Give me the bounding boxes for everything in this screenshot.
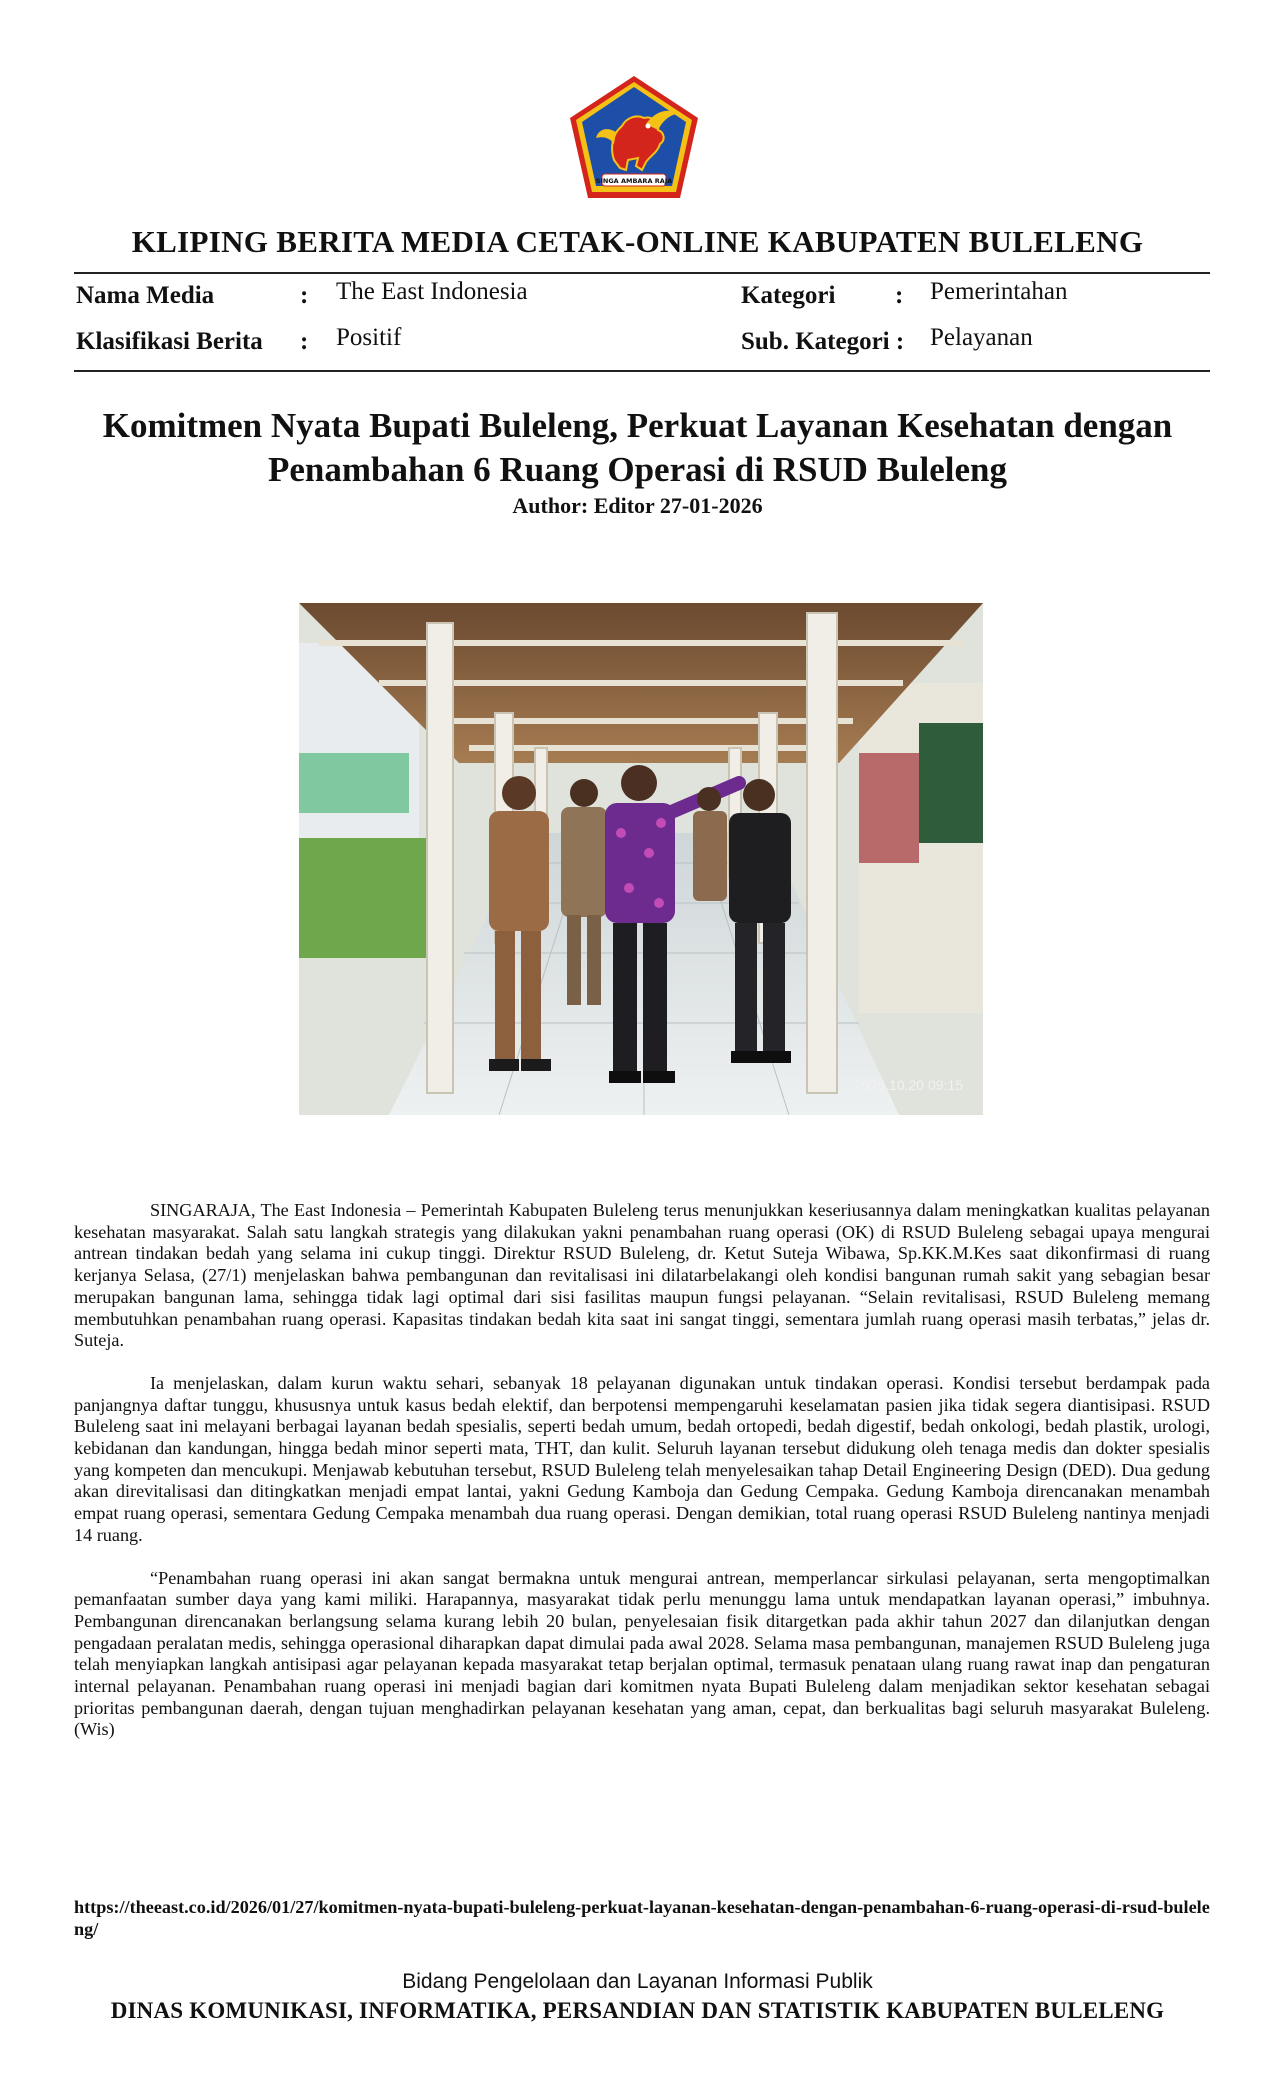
media-colon: : <box>300 282 309 309</box>
article-paragraph-3: “Penambahan ruang operasi ini akan sangat bermakna untuk mengurai antrean, memperlancar sirkulasi pelayanan, serta mengoptimalkan pemanfaatan sumber daya yang kami miliki. Harapannya, masyarakat tidak perlu menunggu lama untuk mendapatkan layanan operasi,” imbuhnya. Pembangunan direncanakan berlangsung selama kurang lebih 20 bulan, penyelesaian fisik ditargetkan pada akhir tahun 2027 dan dilanjutkan dengan pengadaan peralatan medis, sehingga operasional diharapkan dapat dimulai pada awal 2028. Selama masa pembangunan, manajemen RSUD Buleleng juga telah menyiapkan langkah antisipasi agar pelayanan kepada masyarakat tetap berjalan optimal, termasuk penataan ulang ruang rawat inap dan pengaturan internal pelayanan. Penambahan ruang operasi ini menjadi bagian dari komitmen nyata Bupati Buleleng dalam menjadikan sektor kesehatan sebagai prioritas pembangunan daerah, dengan tujuan menghadirkan pelayanan kesehatan yang aman, cepat, dan berkualitas bagi seluruh masyarakat Buleleng.(Wis) <box>74 1567 1210 1740</box>
subkategori-value: Pelayanan <box>930 324 1033 351</box>
source-url[interactable]: https://theeast.co.id/2026/01/27/komitmen-nyata-bupati-buleleng-perkuat-layanan-kesehatan-dengan-penambahan-6-ruang-operasi-di-rsud-buleleng/ <box>74 1897 1210 1939</box>
subkategori-label: Sub. Kategori : <box>741 328 905 355</box>
corridor-photo-illustration <box>299 603 983 1115</box>
photo-timestamp: 2025.10.20 09:15 <box>854 1077 963 1093</box>
article-body <box>74 1200 1210 1762</box>
kategori-label: Kategori <box>741 282 836 309</box>
buleleng-crest-logo <box>566 74 702 202</box>
headline-line-1: Komitmen Nyata Bupati Buleleng, Perkuat Layanan Kesehatan dengan <box>102 406 1173 445</box>
kategori-colon: : <box>895 282 904 309</box>
article-photo <box>299 603 983 1115</box>
klasifikasi-label: Klasifikasi Berita <box>76 328 263 355</box>
media-label: Nama Media <box>76 282 215 309</box>
footer-agency: DINAS KOMUNIKASI, INFORMATIKA, PERSANDIAN DAN STATISTIK KABUPATEN BULELENG <box>110 1998 1165 2023</box>
header-rule-bottom <box>74 370 1210 372</box>
footer-department: Bidang Pengelolaan dan Layanan Informasi Publik <box>402 1970 873 1993</box>
kliping-title: KLIPING BERITA MEDIA CETAK-ONLINE KABUPATEN BULELENG <box>131 224 1144 259</box>
article-author: Author: Editor 27-01-2026 <box>512 493 763 518</box>
klasifikasi-colon: : <box>300 328 309 355</box>
logo-text: SINGA AMBARA RAJA <box>595 177 673 185</box>
kategori-value: Pemerintahan <box>930 278 1068 305</box>
article-paragraph-1: SINGARAJA, The East Indonesia – Pemerintah Kabupaten Buleleng terus menunjukkan keseriusannya dalam meningkatkan kualitas pelayanan kesehatan masyarakat. Salah satu langkah strategis yang dilakukan yakni penambahan ruang operasi (OK) di RSUD Buleleng sebagai upaya mengurai antrean tindakan bedah yang selama ini cukup tinggi. Direktur RSUD Buleleng, dr. Ketut Suteja Wibawa, Sp.KK.M.Kes saat dikonfirmasi di ruang kerjanya Selasa, (27/1) menjelaskan bahwa pembangunan dan revitalisasi ini dilatarbelakangi oleh kondisi bangunan rumah sakit yang sebagian besar merupakan bangunan lama, sehingga tidak lagi optimal dari sisi fasilitas maupun fungsi pelayanan. “Selain revitalisasi, RSUD Buleleng memang membutuhkan penambahan ruang operasi. Kapasitas tindakan bedah kita saat ini sangat tinggi, sementara jumlah ruang operasi masih terbatas,” jelas dr. Suteja. <box>74 1200 1210 1351</box>
media-value: The East Indonesia <box>336 278 528 305</box>
article-headline <box>40 404 1235 492</box>
article-paragraph-2: Ia menjelaskan, dalam kurun waktu sehari, sebanyak 18 pelayanan digunakan untuk tindakan operasi. Kondisi tersebut berdampak pada panjangnya daftar tunggu, khususnya untuk kasus bedah elektif, dan berpotensi mempengaruhi keselamatan pasien jika tidak segera diantisipasi. RSUD Buleleng saat ini melayani berbagai layanan bedah spesialis, seperti bedah umum, bedah ortopedi, bedah digestif, bedah onkologi, bedah plastik, urologi, kebidanan dan kandungan, hingga bedah minor seperti mata, THT, dan kulit. Seluruh layanan tersebut didukung oleh tenaga medis dan dokter spesialis yang kompeten dan mencukupi. Menjawab kebutuhan tersebut, RSUD Buleleng telah menyelesaikan tahap Detail Engineering Design (DED). Dua gedung akan direvitalisasi dan ditingkatkan menjadi empat lantai, yakni Gedung Kamboja dan Gedung Cempaka. Gedung Kamboja direncanakan menambah empat ruang operasi, sementara Gedung Cempaka menambah dua ruang operasi. Dengan demikian, total ruang operasi RSUD Buleleng nantinya menjadi 14 ruang. <box>74 1372 1210 1545</box>
headline-line-2: Penambahan 6 Ruang Operasi di RSUD Buleleng <box>267 450 1008 489</box>
header-rule-top <box>74 272 1210 274</box>
klasifikasi-value: Positif <box>336 324 402 351</box>
crest-emblem-icon <box>566 74 702 202</box>
